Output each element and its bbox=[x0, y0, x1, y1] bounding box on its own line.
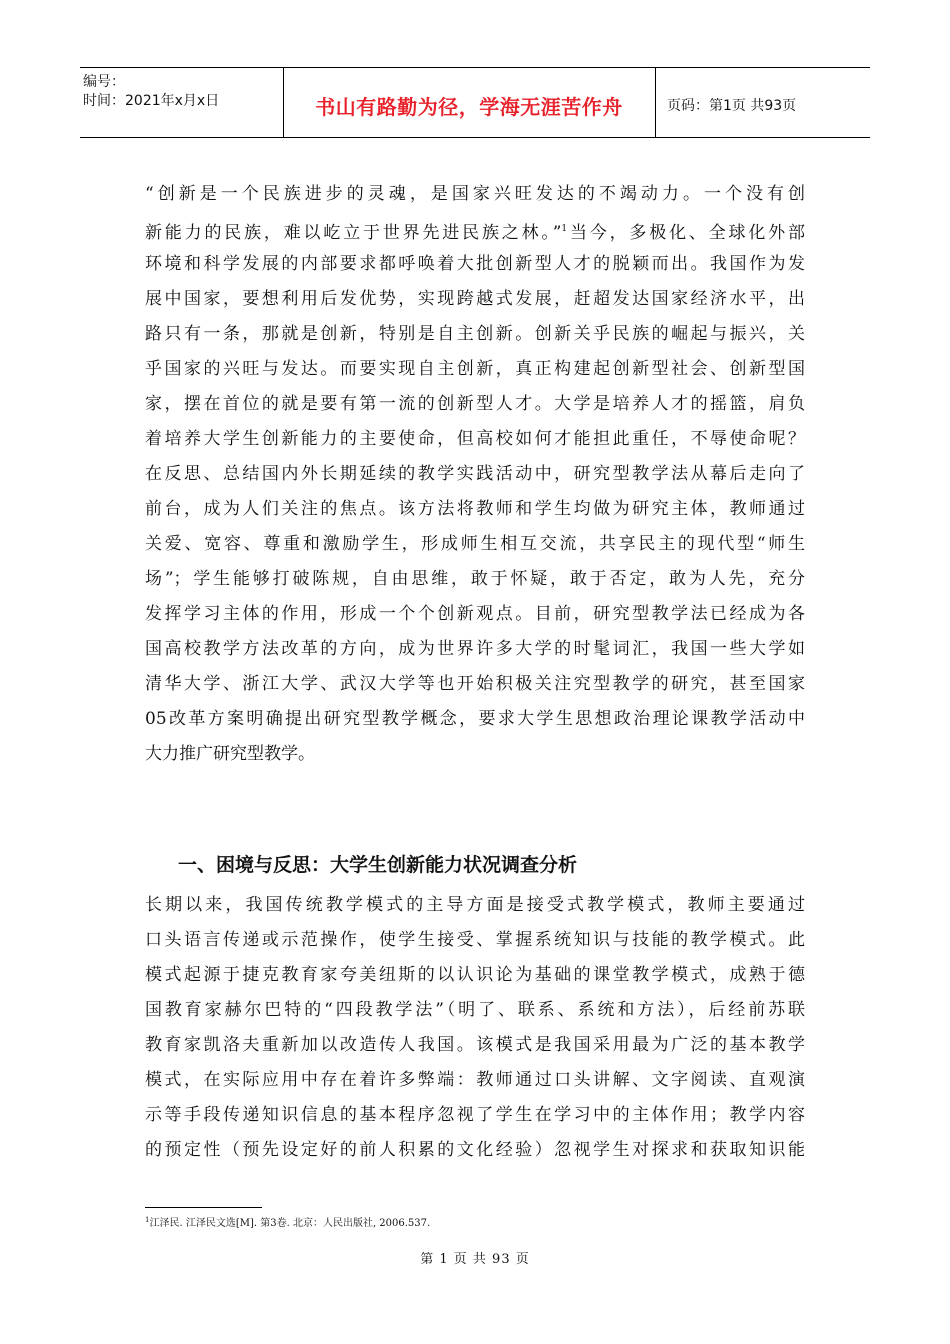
text-line: 前台，成为人们关注的焦点。该方法将教师和学生均做为研究主体，教师通过 bbox=[145, 499, 805, 519]
footnote-mark: 1 bbox=[145, 1216, 150, 1224]
text-line: 的预定性（预先设定好的前人积累的文化经验）忽视学生对探求和获取知识能 bbox=[145, 1140, 805, 1160]
text-line: 家，摆在首位的就是要有第一流的创新型人才。大学是培养人才的摇篮，肩负 bbox=[145, 394, 805, 414]
text-line: 教育家凯洛夫重新加以改造传人我国。该模式是我国采用最为广泛的基本教学 bbox=[145, 1035, 805, 1055]
number-label: 编号： bbox=[83, 74, 125, 90]
text-line: 05改革方案明确提出研究型教学概念，要求大学生思想政治理论课教学活动中 bbox=[145, 709, 805, 729]
footnote-divider bbox=[145, 1207, 262, 1208]
text-line: 长期以来，我国传统教学模式的主导方面是接受式教学模式，教师主要通过 bbox=[145, 895, 805, 915]
text-line-head: 新能力的民族，难以屹立于世界先进民族之林。” bbox=[145, 223, 562, 243]
text-line: “创新是一个民族进步的灵魂，是国家兴旺发达的不竭动力。一个没有创 bbox=[145, 184, 805, 204]
text-line: 国高校教学方法改革的方向，成为世界许多大学的时髦词汇，我国一些大学如 bbox=[145, 639, 805, 659]
footnote bbox=[145, 1214, 430, 1229]
text-line: 乎国家的兴旺与发达。而要实现自主创新，真正构建起创新型社会、创新型国 bbox=[145, 359, 805, 379]
page-header bbox=[80, 67, 870, 138]
text-line: 示等手段传递知识信息的基本程序忽视了学生在学习中的主体作用；教学内容 bbox=[145, 1105, 805, 1125]
text-line: 口头语言传递或示范操作，使学生接受、掌握系统知识与技能的教学模式。此 bbox=[145, 930, 805, 950]
footnote-text: 江泽民. 江泽民文选[M]. 第3卷. 北京：人民出版社, 2006.537. bbox=[149, 1218, 431, 1229]
text-line: 在反思、总结国内外长期延续的教学实践活动中，研究型教学法从幕后走向了 bbox=[145, 464, 805, 484]
text-line: 场”；学生能够打破陈规，自由思维，敢于怀疑，敢于否定，敢为人先，充分 bbox=[145, 569, 805, 589]
page-number-footer: 第 1 页 共 93 页 bbox=[420, 1252, 530, 1267]
text-line: 清华大学、浙江大学、武汉大学等也开始积极关注究型教学的研究，甚至国家 bbox=[145, 674, 805, 694]
text-line: 发挥学习主体的作用，形成一个个创新观点。目前，研究型教学法已经成为各 bbox=[145, 604, 805, 624]
text-line: 环境和科学发展的内部要求都呼唤着大批创新型人才的脱颖而出。我国作为发 bbox=[145, 254, 805, 274]
date-label: 时间：2021年x月x日 bbox=[83, 93, 220, 109]
section-paragraph bbox=[145, 888, 805, 1168]
text-line: 路只有一条，那就是创新，特别是自主创新。创新关乎民族的崛起与振兴，关 bbox=[145, 324, 805, 344]
text-line: 大力推广研究型教学。 bbox=[145, 744, 315, 764]
intro-paragraph bbox=[145, 177, 805, 772]
text-line: 着培养大学生创新能力的主要使命，但高校如何才能担此重任，不辱使命呢？ bbox=[145, 429, 805, 449]
header-page bbox=[655, 68, 870, 137]
text-line: 展中国家，要想利用后发优势，实现跨越式发展，赶超发达国家经济水平，出 bbox=[145, 289, 805, 309]
text-line: 关爱、宽容、尊重和激励学生，形成师生相互交流，共享民主的现代型“师生 bbox=[145, 534, 805, 554]
header-motto bbox=[283, 68, 656, 137]
footnote-ref: 1 bbox=[561, 224, 568, 234]
text-line: 模式起源于捷克教育家夸美纽斯的以认识论为基础的课堂教学模式，成熟于德 bbox=[145, 965, 805, 985]
text-line bbox=[145, 212, 805, 247]
motto-text: 书山有路勤为径，学海无涯苦作舟 bbox=[315, 95, 623, 119]
section-heading: 一、困境与反思：大学生创新能力状况调查分析 bbox=[178, 854, 578, 876]
page-label: 页码：第1页 共93页 bbox=[667, 97, 797, 114]
text-line-tail: 当今，多极化、全球化外部 bbox=[567, 223, 805, 243]
header-meta bbox=[80, 68, 284, 137]
text-line: 模式，在实际应用中存在着许多弊端：教师通过口头讲解、文字阅读、直观演 bbox=[145, 1070, 805, 1090]
text-line: 国教育家赫尔巴特的“四段教学法”（明了、联系、系统和方法），后经前苏联 bbox=[145, 1000, 805, 1020]
